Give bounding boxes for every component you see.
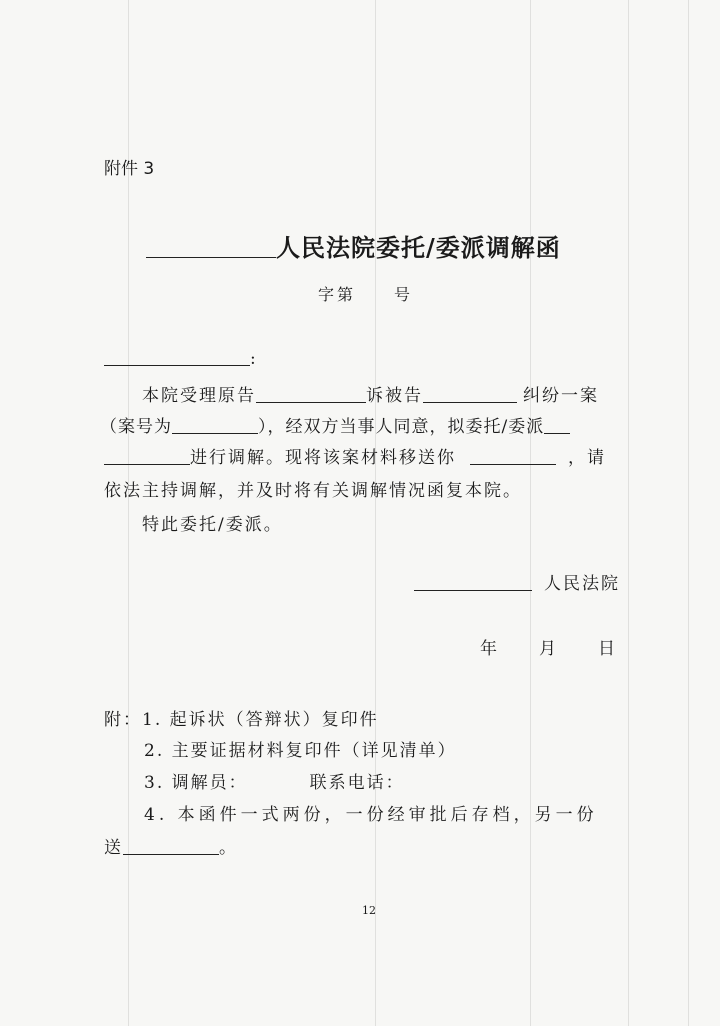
attachment-phone-label: 联系电话： xyxy=(309,773,405,793)
signature-line xyxy=(414,569,620,594)
mediator-blank-a xyxy=(544,416,570,434)
attachments-line-3 xyxy=(144,768,405,793)
document-number: 字第 号 xyxy=(318,285,414,304)
signature-court-blank xyxy=(414,573,532,591)
page-title xyxy=(146,228,561,263)
text-send-to: 送 xyxy=(104,838,123,858)
attachment-mediator-label: 3. 调解员： xyxy=(144,773,248,793)
text-transfer-materials: 进行调解。现将该案材料移送你 xyxy=(190,448,456,468)
text-plaintiff-label: 本院受理原告 xyxy=(142,386,256,406)
date-line xyxy=(480,634,617,659)
text-case-number-label: （案号为 xyxy=(100,417,172,437)
text-defendant-label: 诉被告 xyxy=(366,386,423,406)
recipient-blank xyxy=(470,447,556,465)
court-name-blank xyxy=(146,233,276,258)
text-consent: ），经双方当事人同意，拟委托/委派 xyxy=(258,417,545,437)
paragraph-line-1 xyxy=(142,381,599,406)
addressee-colon: : xyxy=(250,349,258,369)
attachment-item-1: 1. 起诉状（答辩状）复印件 xyxy=(142,710,379,730)
title-text: 人民法院委托/委派调解函 xyxy=(276,233,561,262)
signature-court-suffix: 人民法院 xyxy=(544,574,620,594)
text-please: ，请 xyxy=(568,448,606,468)
attachment-label: 附件 3 xyxy=(104,159,155,179)
attachments-line-1 xyxy=(104,705,379,730)
date-day: 日 xyxy=(598,639,617,659)
paragraph-line-2 xyxy=(100,412,570,437)
text-dispute-case: 纠纷一案 xyxy=(523,386,599,406)
attachment-item-2: 2. 主要证据材料复印件（详见清单） xyxy=(144,741,457,761)
date-year: 年 xyxy=(480,639,499,659)
date-month: 月 xyxy=(539,639,558,659)
scan-artifact-line xyxy=(688,0,689,1026)
send-to-blank xyxy=(123,837,219,855)
closing-line: 特此委托/委派。 xyxy=(142,515,283,535)
text-period: 。 xyxy=(219,838,238,858)
scan-artifact-line xyxy=(375,0,376,1026)
defendant-blank xyxy=(423,385,517,403)
case-number-blank xyxy=(172,416,258,434)
addressee-line xyxy=(104,348,258,369)
scan-artifact-line xyxy=(530,0,531,1026)
paragraph-line-3 xyxy=(104,443,606,468)
attachment-item-4: 4. 本函件一式两份，一份经审批后存档，另一份 xyxy=(144,805,598,825)
paragraph-line-4: 依法主持调解，并及时将有关调解情况函复本院。 xyxy=(104,481,522,501)
page-number: 12 xyxy=(362,904,376,917)
attachments-label: 附： xyxy=(104,710,142,730)
addressee-blank xyxy=(104,348,250,366)
scan-artifact-line xyxy=(628,0,629,1026)
plaintiff-blank xyxy=(256,385,366,403)
attachments-line-5 xyxy=(104,833,238,858)
mediator-blank-b xyxy=(104,447,190,465)
